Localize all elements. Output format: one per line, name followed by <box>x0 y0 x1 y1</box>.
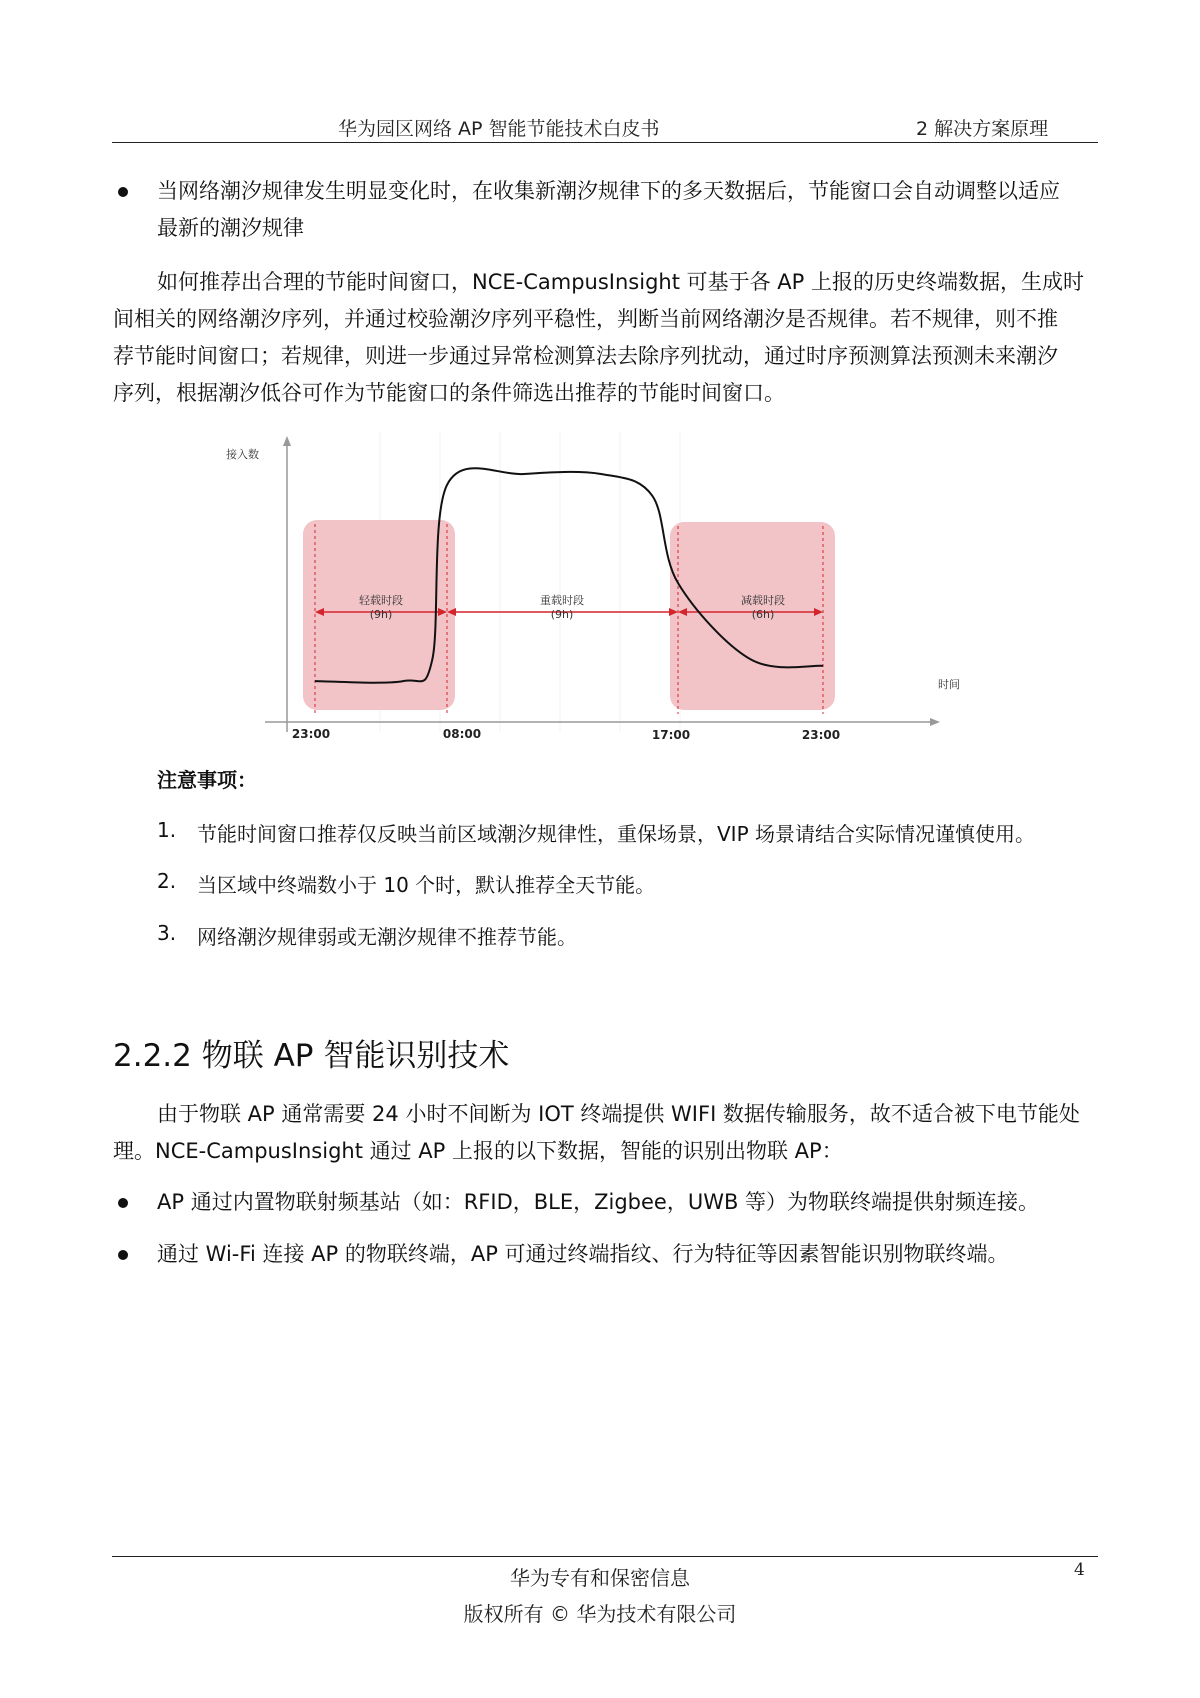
section-bullet-1: AP 通过内置物联射频基站（如：RFID，BLE，Zigbee，UWB 等）为物联终端提供射频连接。 <box>157 1190 1040 1214</box>
header-rule <box>112 142 1098 143</box>
bullet-top-text <box>157 173 1107 247</box>
y-axis-label: 接入数 <box>226 448 259 461</box>
note-number: 3. <box>157 921 177 945</box>
bullet-dot <box>118 187 128 197</box>
tidal-chart <box>210 432 970 742</box>
para-line: 荐节能时间窗口；若规律，则进一步通过异常检测算法去除序列扰动，通过时序预测算法预测未来潮汐 <box>113 344 1058 368</box>
period-duration-light: (9h) <box>369 608 393 621</box>
para-line: 理。NCE-CampusInsight 通过 AP 上报的以下数据，智能的识别出物联 AP： <box>113 1139 843 1163</box>
period-label-reduce: 减载时段 <box>741 594 785 607</box>
section-paragraph <box>113 1096 1103 1170</box>
x-tick-3: 23:00 <box>801 728 841 742</box>
section-bullet-2: 通过 Wi-Fi 连接 AP 的物联终端，AP 可通过终端指纹、行为特征等因素智能识别物联终端。 <box>157 1242 1009 1266</box>
period-duration-heavy: (9h) <box>550 608 574 621</box>
header-doc-title: 华为园区网络 AP 智能节能技术白皮书 <box>338 118 660 140</box>
para-line: 序列，根据潮汐低谷可作为节能窗口的条件筛选出推荐的节能时间窗口。 <box>113 381 785 405</box>
note-text: 当区域中终端数小于 10 个时，默认推荐全天节能。 <box>197 873 656 897</box>
y-axis-arrow <box>283 436 291 446</box>
notes-title: 注意事项： <box>157 768 257 792</box>
period-label-light: 轻载时段 <box>359 594 403 607</box>
bullet-dot <box>118 1198 128 1208</box>
header-chapter: 2 解决方案原理 <box>916 118 1049 140</box>
bullet-top-line-1: 当网络潮汐规律发生明显变化时，在收集新潮汐规律下的多天数据后，节能窗口会自动调整以适应 <box>157 179 1060 203</box>
page-number: 4 <box>1074 1560 1085 1580</box>
bullet-dot <box>118 1250 128 1260</box>
note-text: 节能时间窗口推荐仅反映当前区域潮汐规律性，重保场景，VIP 场景请结合实际情况谨慎使用。 <box>197 822 1035 846</box>
x-tick-2: 17:00 <box>651 728 691 742</box>
note-text: 网络潮汐规律弱或无潮汐规律不推荐节能。 <box>197 925 577 949</box>
period-label-heavy: 重载时段 <box>540 594 584 607</box>
para-line: 由于物联 AP 通常需要 24 小时不间断为 IOT 终端提供 WIFI 数据传输服务，故不适合被下电节能处 <box>157 1102 1080 1126</box>
x-axis-label: 时间 <box>938 678 960 691</box>
bullet-top-line-2: 最新的潮汐规律 <box>157 216 304 240</box>
x-tick-0: 23:00 <box>291 727 331 741</box>
section-heading: 2.2.2 物联 AP 智能识别技术 <box>113 1038 510 1074</box>
x-axis-arrow <box>930 718 940 726</box>
footer-rule <box>112 1556 1098 1557</box>
para-line: 间相关的网络潮汐序列，并通过校验潮汐序列平稳性，判断当前网络潮汐是否规律。若不规律，则不推 <box>113 307 1058 331</box>
note-number: 2. <box>157 869 177 893</box>
period-duration-reduce: (6h) <box>751 608 775 621</box>
footer-confidential: 华为专有和保密信息 <box>510 1566 690 1590</box>
footer-copyright: 版权所有 © 华为技术有限公司 <box>463 1602 737 1626</box>
para-line: 如何推荐出合理的节能时间窗口，NCE-CampusInsight 可基于各 AP 上报的历史终端数据，生成时 <box>157 270 1084 294</box>
x-tick-1: 08:00 <box>442 727 482 741</box>
note-number: 1. <box>157 818 177 842</box>
intro-paragraph <box>113 264 1103 412</box>
